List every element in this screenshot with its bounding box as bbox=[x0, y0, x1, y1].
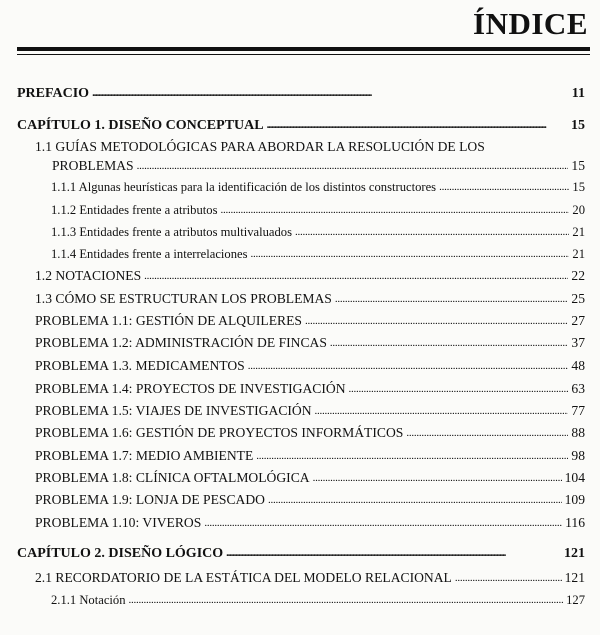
toc-entry-label: 2.1.1 Notación bbox=[51, 593, 126, 607]
dot-leader bbox=[129, 592, 564, 607]
toc-entry-page: 22 bbox=[571, 268, 585, 283]
toc-entry-page: 15 bbox=[572, 180, 585, 194]
title-rule-thin bbox=[17, 54, 590, 55]
toc-entry-page: 121 bbox=[564, 546, 585, 561]
dot-leader bbox=[349, 380, 569, 396]
toc-entry-page: 48 bbox=[571, 358, 585, 373]
dot-leader bbox=[313, 469, 562, 485]
toc-entry-page: 37 bbox=[571, 335, 585, 350]
toc-entry-page: 15 bbox=[571, 118, 585, 133]
toc-entry-page: 88 bbox=[571, 425, 585, 440]
dot-leader bbox=[268, 491, 562, 507]
toc-entry-label: PROBLEMA 1.10: VIVEROS bbox=[35, 515, 202, 530]
toc-entry-problema-1-10[interactable] bbox=[35, 515, 585, 531]
toc-entry-label: 1.1.4 Entidades frente a interrelaciones bbox=[51, 247, 248, 261]
toc-entry-2-1-1[interactable] bbox=[51, 593, 585, 608]
dot-leader bbox=[295, 224, 569, 239]
toc-entry-problema-1-4[interactable] bbox=[35, 381, 585, 397]
dot-leader bbox=[144, 267, 568, 283]
toc-entry-page: 27 bbox=[571, 313, 585, 328]
toc-entry-label: PROBLEMA 1.9: LONJA DE PESCADO bbox=[35, 492, 265, 507]
toc-entry-page: 11 bbox=[571, 86, 585, 101]
toc-entry-page: 21 bbox=[572, 247, 585, 261]
dot-leader bbox=[267, 117, 568, 133]
toc-entry-label: CAPÍTULO 1. DISEÑO CONCEPTUAL bbox=[17, 118, 264, 133]
dot-leader bbox=[204, 514, 562, 530]
toc-entry-1-1-2[interactable] bbox=[51, 203, 585, 218]
toc-entry-1-3[interactable] bbox=[35, 291, 585, 307]
dot-leader bbox=[92, 85, 569, 101]
toc-entry-capitulo-1[interactable] bbox=[17, 118, 585, 134]
toc-entry-label: 1.1.1 Algunas heurísticas para la identificación de los distintos constructores bbox=[51, 180, 437, 194]
toc-entry-label: PROBLEMA 1.4: PROYECTOS DE INVESTIGACIÓN bbox=[35, 381, 346, 396]
toc-entry-page: 63 bbox=[571, 381, 585, 396]
toc-entry-1-2[interactable] bbox=[35, 268, 585, 284]
toc-entry-prefacio[interactable] bbox=[17, 86, 585, 102]
toc-entry-page: 116 bbox=[565, 515, 585, 530]
dot-leader bbox=[335, 290, 569, 306]
toc-entry-1-1[interactable] bbox=[52, 158, 585, 174]
toc-entry-page: 25 bbox=[571, 291, 585, 306]
toc-entry-problema-1-5[interactable] bbox=[35, 403, 585, 419]
toc-entry-page: 20 bbox=[572, 203, 585, 217]
toc-entry-label: CAPÍTULO 2. DISEÑO LÓGICO bbox=[17, 546, 224, 561]
toc-entry-capitulo-2[interactable] bbox=[17, 546, 585, 562]
toc-entry-page: 104 bbox=[564, 470, 585, 485]
toc-entry-problema-1-1[interactable] bbox=[35, 313, 585, 329]
toc-entry-label: PROBLEMA 1.7: MEDIO AMBIENTE bbox=[35, 448, 254, 463]
dot-leader bbox=[248, 357, 569, 373]
dot-leader bbox=[137, 157, 569, 173]
toc-entry-label: PROBLEMA 1.2: ADMINISTRACIÓN DE FINCAS bbox=[35, 335, 327, 350]
toc-entry-problema-1-3[interactable] bbox=[35, 358, 585, 374]
toc-entry-problema-1-9[interactable] bbox=[35, 492, 585, 508]
dot-leader bbox=[305, 312, 568, 328]
dot-leader bbox=[220, 202, 569, 217]
toc-entry-label: PROBLEMA 1.3. MEDICAMENTOS bbox=[35, 358, 245, 373]
toc-entry-label: 1.1.2 Entidades frente a atributos bbox=[51, 203, 218, 217]
toc-entry-1-1-4[interactable] bbox=[51, 247, 585, 262]
dot-leader bbox=[406, 424, 568, 440]
toc-entry-label: PROBLEMA 1.1: GESTIÓN DE ALQUILERES bbox=[35, 313, 302, 328]
toc-entry-label: PREFACIO bbox=[17, 86, 90, 101]
toc-entry-label: 1.1.3 Entidades frente a atributos multivaluados bbox=[51, 225, 292, 239]
toc-entry-problema-1-8[interactable] bbox=[35, 470, 585, 486]
toc-entry-label: 2.1 RECORDATORIO DE LA ESTÁTICA DEL MODELO RELACIONAL bbox=[35, 570, 452, 585]
toc-entry-page: 127 bbox=[566, 593, 585, 607]
toc-entry-label: PROBLEMA 1.8: CLÍNICA OFTALMOLÓGICA bbox=[35, 470, 310, 485]
dot-leader bbox=[226, 545, 561, 561]
dot-leader bbox=[455, 569, 562, 585]
toc-entry-page: 77 bbox=[571, 403, 585, 418]
toc-entry-1-1-1[interactable] bbox=[51, 180, 585, 195]
toc-entry-problema-1-2[interactable] bbox=[35, 335, 585, 351]
dot-leader bbox=[256, 447, 568, 463]
toc-entry-label: PROBLEMA 1.5: VIAJES DE INVESTIGACIÓN bbox=[35, 403, 312, 418]
toc-entry-page: 21 bbox=[572, 225, 585, 239]
dot-leader bbox=[251, 246, 570, 261]
toc-entry-label: 1.2 NOTACIONES bbox=[35, 268, 142, 283]
toc-entry-page: 109 bbox=[564, 492, 585, 507]
toc-entry-label: PROBLEMA 1.6: GESTIÓN DE PROYECTOS INFORMÁTICOS bbox=[35, 425, 404, 440]
toc-entry-page: 98 bbox=[571, 448, 585, 463]
toc-entry-1-1-line1[interactable]: 1.1 GUÍAS METODOLÓGICAS PARA ABORDAR LA RESOLUCIÓN DE LOS bbox=[35, 139, 485, 154]
toc-entry-page: 121 bbox=[564, 570, 585, 585]
toc-entry-2-1[interactable] bbox=[35, 570, 585, 586]
dot-leader bbox=[330, 334, 568, 350]
toc-entry-1-1-3[interactable] bbox=[51, 225, 585, 240]
toc-entry-page: 15 bbox=[571, 158, 585, 173]
toc-entry-problema-1-7[interactable] bbox=[35, 448, 585, 464]
toc-entry-problema-1-6[interactable] bbox=[35, 425, 585, 441]
title-rule-thick bbox=[17, 47, 590, 51]
dot-leader bbox=[439, 179, 569, 194]
dot-leader bbox=[315, 402, 569, 418]
page-title: ÍNDICE bbox=[473, 6, 588, 41]
toc-entry-label: 1.3 CÓMO SE ESTRUCTURAN LOS PROBLEMAS bbox=[35, 291, 332, 306]
toc-entry-label: PROBLEMAS bbox=[52, 158, 134, 173]
